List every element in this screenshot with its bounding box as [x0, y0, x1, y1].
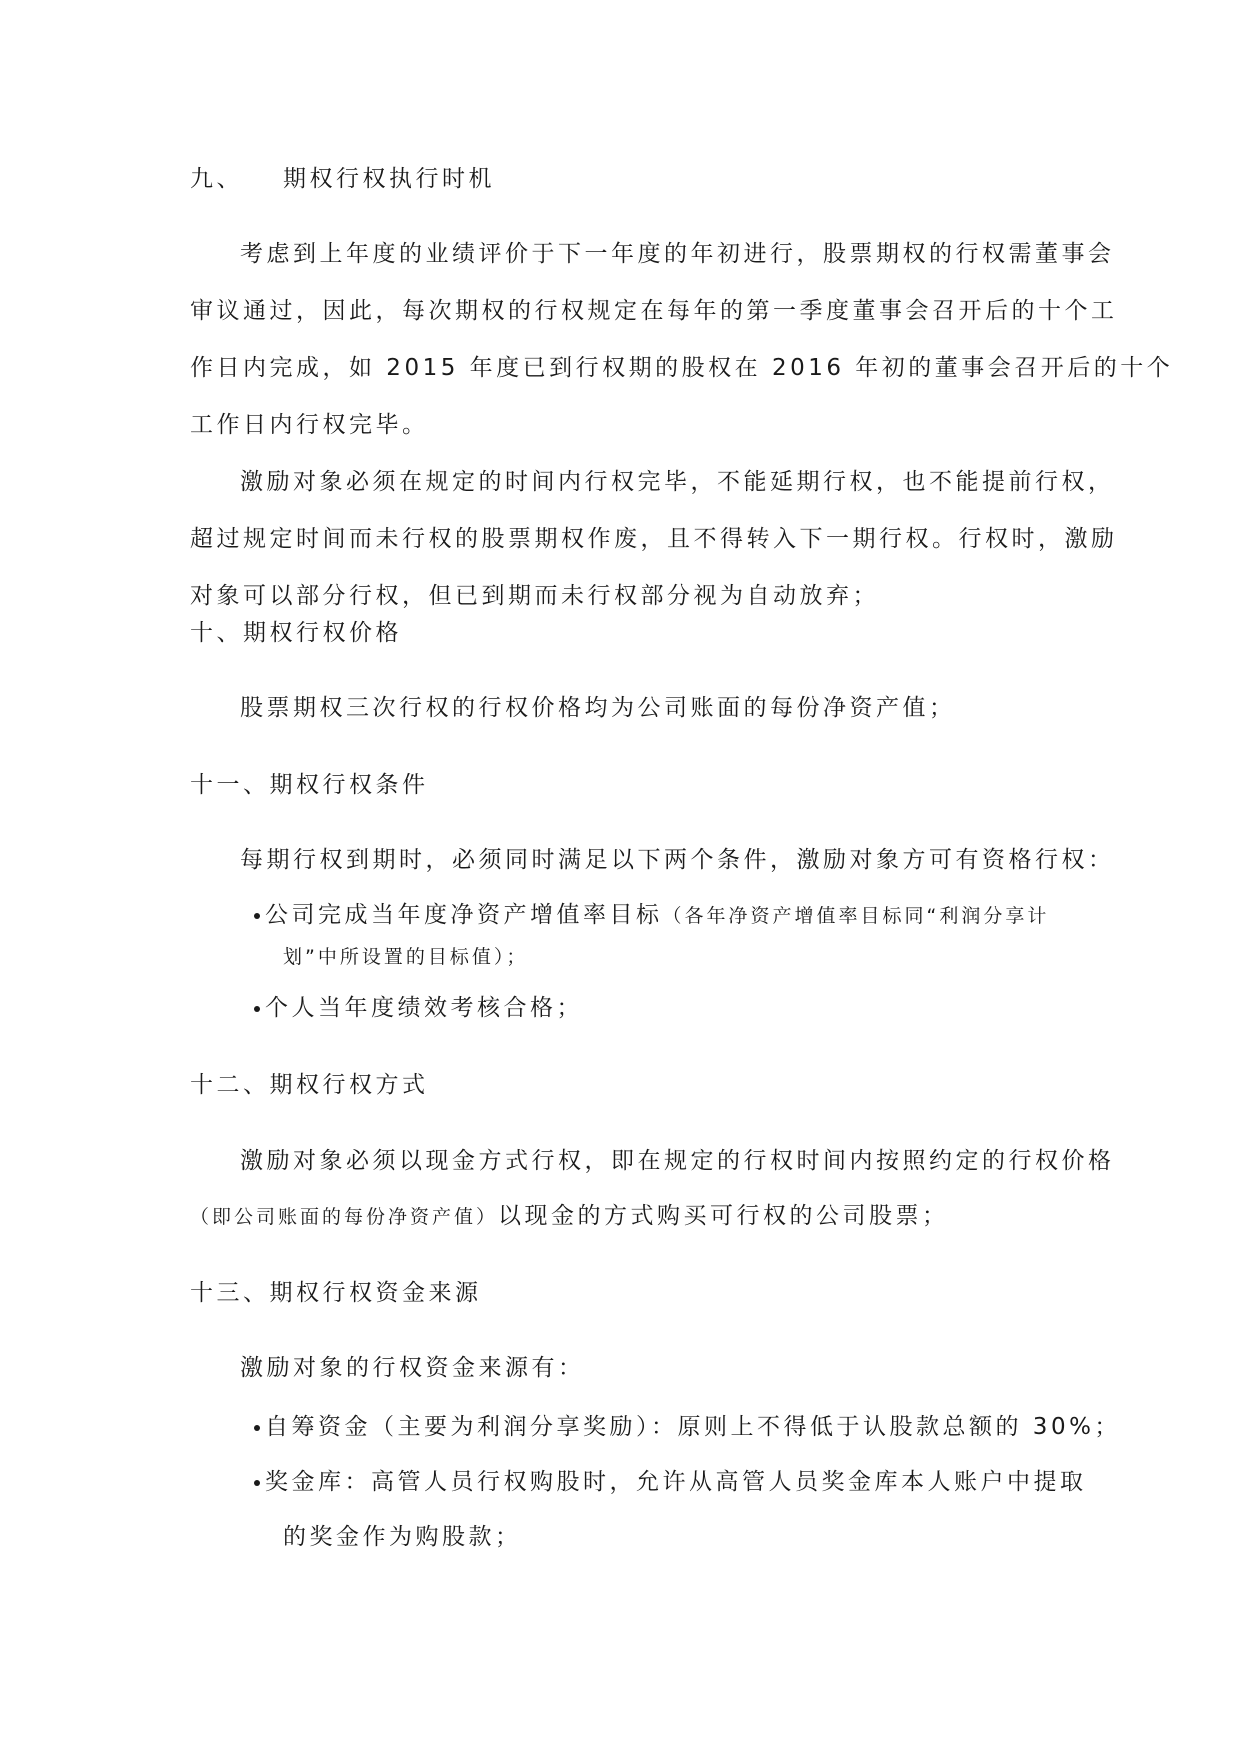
section-9-p1-line1: 考虑到上年度的业绩评价于下一年度的年初进行，股票期权的行权需董事会 — [240, 241, 1115, 267]
section-11-bullet-1-note: （各年净资产增值率目标同“利润分享计 — [662, 905, 1050, 927]
bullet-dot-icon — [254, 1480, 260, 1486]
section-11-bullet-2 — [265, 993, 583, 1023]
section-12-p1-line2-paren: （即公司账面的每份净资产值） — [190, 1206, 499, 1228]
section-12-heading: 十二、期权行权方式 — [190, 1072, 429, 1098]
section-12-p1-line2 — [190, 1201, 949, 1232]
section-9-p1-line4: 工作日内行权完毕。 — [190, 412, 429, 438]
section-13-bullet-1 — [265, 1412, 1121, 1442]
section-11-bullet-1 — [265, 900, 1049, 931]
section-9-p2-line2: 超过规定时间而未行权的股票期权作废，且不得转入下一期行权。行权时，激励 — [190, 526, 1118, 552]
section-10-heading: 十、期权行权价格 — [190, 620, 402, 646]
section-9-number: 九、 — [190, 166, 243, 192]
section-13-p1: 激励对象的行权资金来源有： — [240, 1355, 585, 1381]
section-9-p1-line3: 作日内完成，如 2015 年度已到行权期的股权在 2016 年初的董事会召开后的十个 — [190, 355, 1174, 381]
section-9-p1-line2: 审议通过，因此，每次期权的行权规定在每年的第一季度董事会召开后的十个工 — [190, 298, 1118, 324]
section-12-p1-line2-rest: 以现金的方式购买可行权的公司股票； — [498, 1203, 949, 1229]
section-13-heading: 十三、期权行权资金来源 — [190, 1280, 482, 1306]
section-11-p1: 每期行权到期时，必须同时满足以下两个条件，激励对象方可有资格行权： — [240, 847, 1115, 873]
section-11-bullet-1-main: 公司完成当年度净资产增值率目标 — [265, 902, 663, 928]
section-13-bullet-2-line1: 奖金库：高管人员行权购股时，允许从高管人员奖金库本人账户中提取 — [265, 1469, 1087, 1495]
bullet-dot-icon — [254, 1425, 260, 1431]
section-13-bullet-1-text: 自筹资金（主要为利润分享奖励）：原则上不得低于认股款总额的 30%； — [265, 1414, 1121, 1440]
section-11-heading: 十一、期权行权条件 — [190, 772, 429, 798]
section-9-heading — [190, 164, 495, 194]
section-9-p2-line1: 激励对象必须在规定的时间内行权完毕，不能延期行权，也不能提前行权， — [240, 469, 1115, 495]
bullet-dot-icon — [254, 1006, 260, 1012]
section-11-bullet-2-text: 个人当年度绩效考核合格； — [265, 995, 583, 1021]
bullet-dot-icon — [254, 913, 260, 919]
section-12-p1-line1: 激励对象必须以现金方式行权，即在规定的行权时间内按照约定的行权价格 — [240, 1148, 1115, 1174]
section-11-bullet-1-cont: 划”中所设置的目标值）； — [283, 946, 529, 968]
section-13-bullet-2 — [265, 1467, 1087, 1497]
section-9-p2-line3: 对象可以部分行权，但已到期而未行权部分视为自动放弃； — [190, 583, 879, 609]
section-9-title: 期权行权执行时机 — [283, 166, 495, 192]
section-13-bullet-2-line2: 的奖金作为购股款； — [283, 1524, 522, 1550]
section-10-p1: 股票期权三次行权的行权价格均为公司账面的每份净资产值； — [240, 695, 956, 721]
